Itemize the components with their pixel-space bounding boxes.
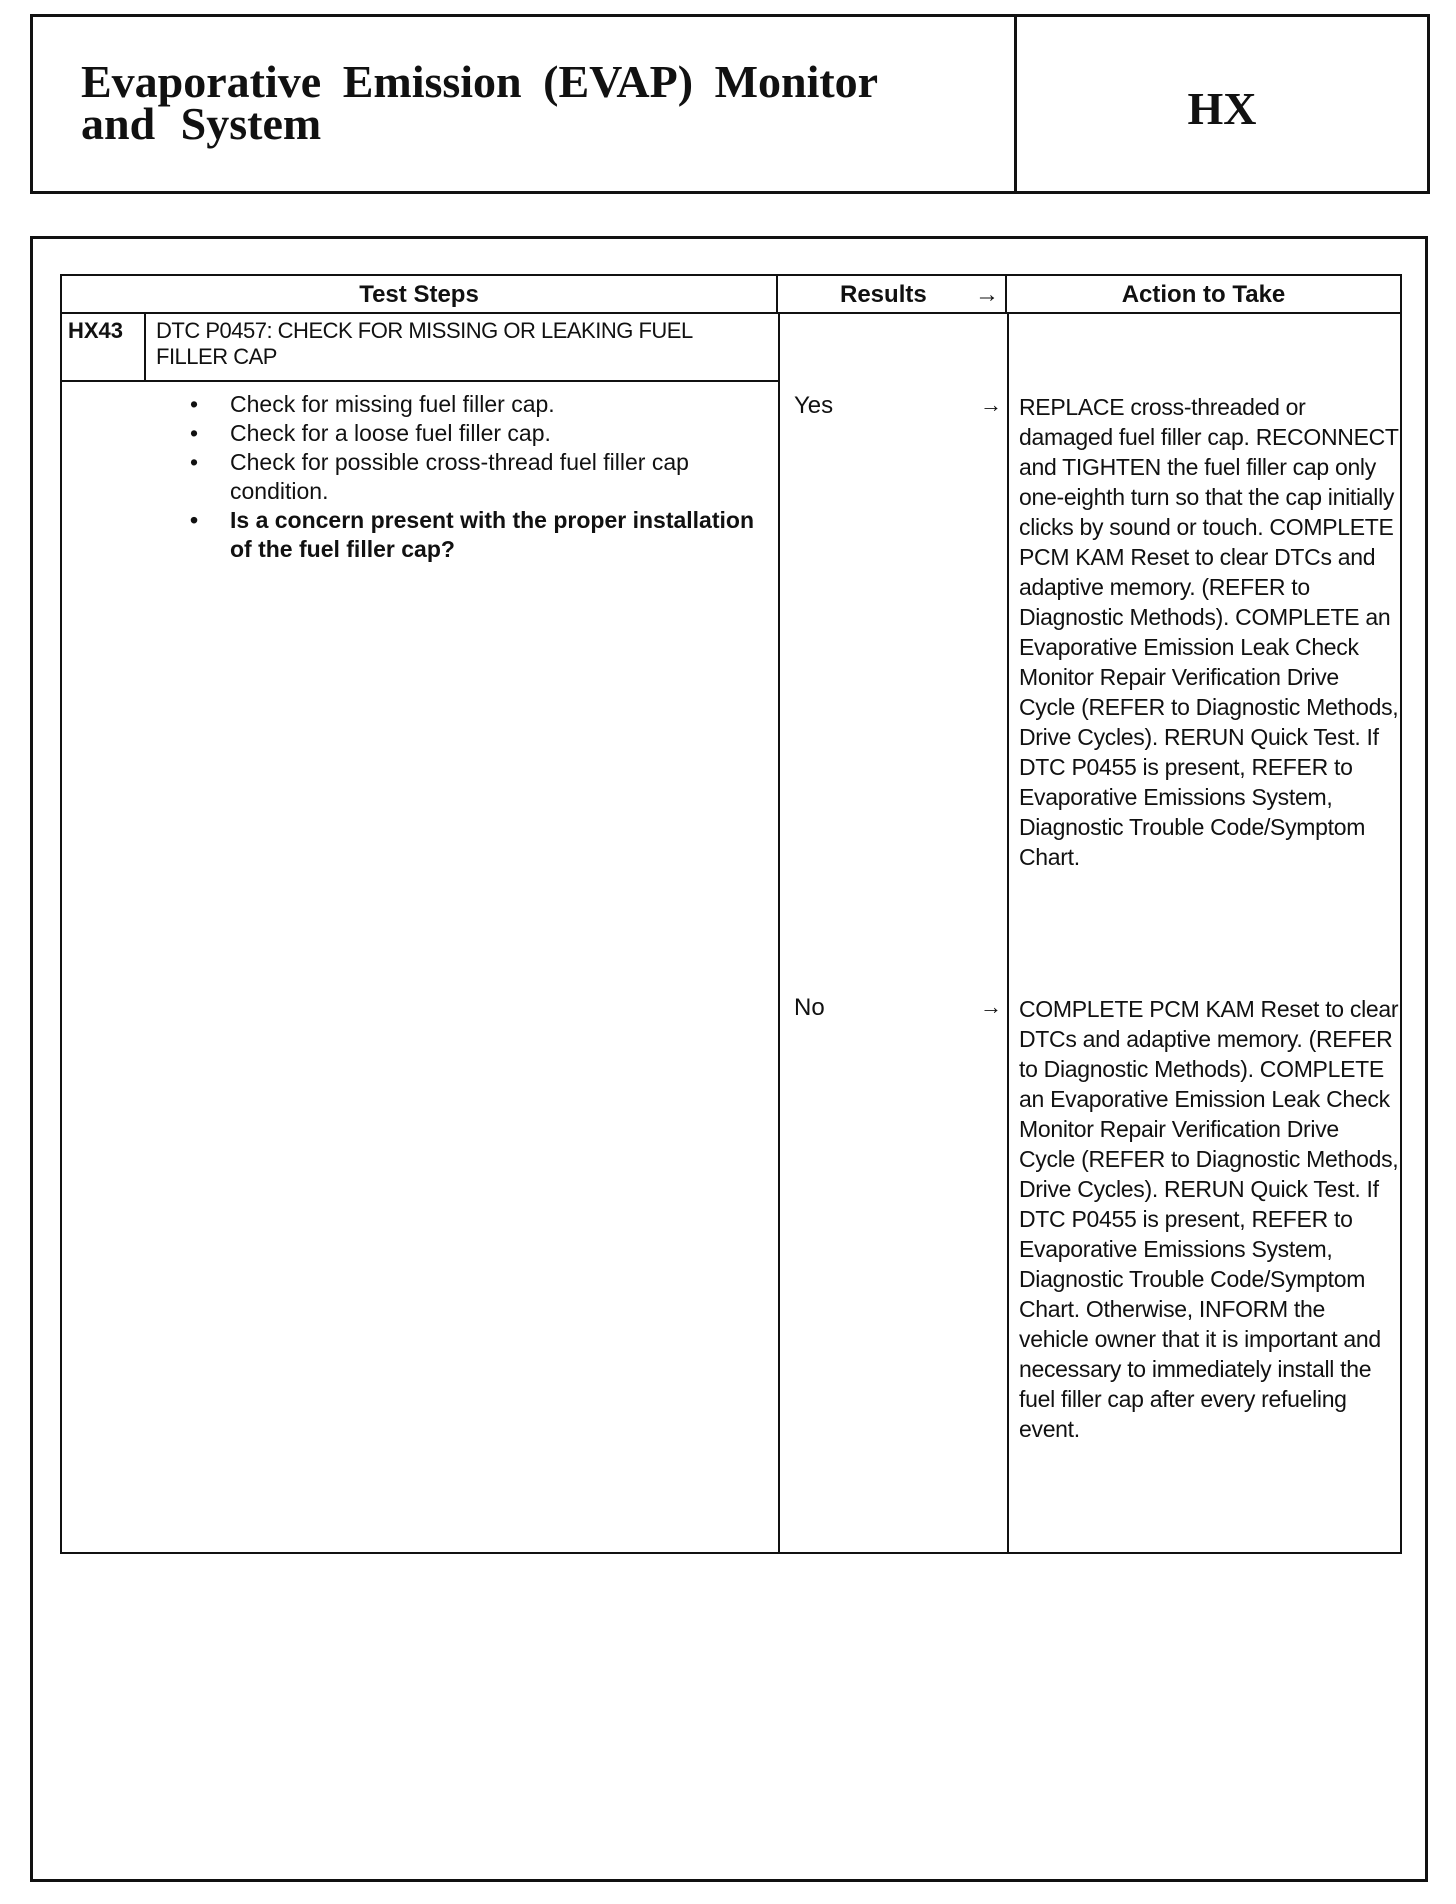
column-divider-steps [778,312,780,1552]
step-checklist [190,390,770,564]
diagnostic-table [60,274,1402,1554]
page-title-line2: and System [81,98,322,149]
arrow-right-icon: → [975,281,999,308]
list-item: • Check for missing fuel filler cap. [190,390,770,419]
step-title-divider [62,380,780,382]
step-question: • Is a concern present with the proper installation of the fuel filler cap? [190,506,770,564]
step-title: DTC P0457: CHECK FOR MISSING OR LEAKING FUEL FILLER CAP [156,318,692,369]
column-divider-results [1007,312,1009,1552]
arrow-right-icon: → [980,392,1002,417]
list-item: • Check for possible cross-thread fuel filler cap condition. [190,448,770,506]
step-id-divider [144,312,146,380]
section-code: HX [1187,82,1257,134]
result-no-label: No [794,994,825,1021]
column-header-results [778,276,1007,314]
page-title [33,17,1017,191]
column-header-results-label: Results [840,281,927,308]
step-id: HX43 [68,318,124,343]
column-header-test-steps: Test Steps [62,276,778,314]
column-header-action: Action to Take [1007,276,1400,314]
action-no-text: COMPLETE PCM KAM Reset to clear DTCs and adaptive memory. (REFER to Diagnostic Methods). COMPLETE an Evaporative Emission Leak Check Monitor Repair Verification Drive Cycle (REFER to Diagnostic Methods, Drive Cycles). RERUN Quick Test. If DTC P0455 is present, REFER to Evaporative Emissions System, Diagnostic Trouble Code/Symptom Chart. Otherwise, INFORM the vehicle owner that it is important and necessary to immediately install the fuel filler cap after every refueling event. [1019,996,1399,1442]
list-item: • Check for a loose fuel filler cap. [190,419,770,448]
arrow-right-icon: → [980,994,1002,1019]
result-yes-label: Yes [794,392,834,419]
page-title-line1: Evaporative Emission (EVAP) Monitor [81,56,879,107]
action-yes-text: REPLACE cross-threaded or damaged fuel filler cap. RECONNECT and TIGHTEN the fuel filler cap only one-eighth turn so that the cap initially clicks by sound or touch. COMPLETE PCM KAM Reset to clear DTCs and adaptive memory. (REFER to Diagnostic Methods). COMPLETE an Evaporative Emission Leak Check Monitor Repair Verification Drive Cycle (REFER to Diagnostic Methods, Drive Cycles). RERUN Quick Test. If DTC P0455 is present, REFER to Evaporative Emissions System, Diagnostic Trouble Code/Symptom Chart. [1019,394,1399,870]
page-header [30,14,1430,194]
